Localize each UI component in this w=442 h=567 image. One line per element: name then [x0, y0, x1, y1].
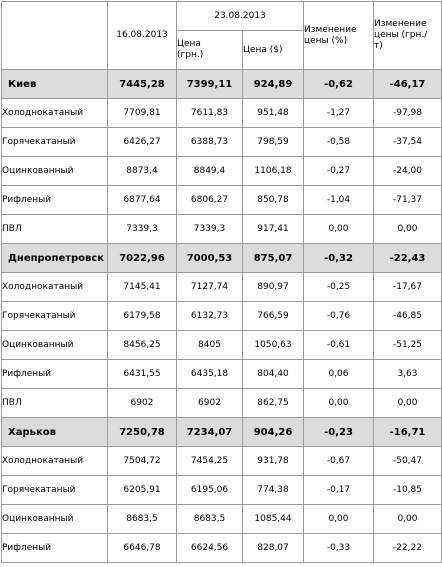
- price-uah-23-08-cell: 8405: [177, 331, 243, 360]
- header-price-uah-text: Цена (грн.): [177, 39, 204, 60]
- change-pct-cell: 0,00: [304, 215, 374, 244]
- table-row: [2, 360, 442, 389]
- price-16-08-cell: 7022,96: [108, 244, 177, 273]
- price-uah-23-08-cell: 6388,73: [177, 128, 243, 157]
- price-16-08-cell: 8873,4: [108, 157, 177, 186]
- change-uah-cell: 0,00: [374, 505, 442, 534]
- price-usd-23-08-cell: 890,97: [243, 273, 304, 302]
- price-16-08-cell: 6431,55: [108, 360, 177, 389]
- change-uah-cell: 0,00: [374, 215, 442, 244]
- price-uah-23-08-cell: 7000,53: [177, 244, 243, 273]
- product-name-cell: Холоднокатаный: [2, 447, 108, 476]
- price-16-08-cell: 8683,5: [108, 505, 177, 534]
- table-row: [2, 186, 442, 215]
- change-uah-cell: -50,47: [374, 447, 442, 476]
- header-price-uah: [177, 31, 243, 70]
- change-pct-cell: -0,58: [304, 128, 374, 157]
- price-uah-23-08-cell: 7234,07: [177, 418, 243, 447]
- price-table: [1, 1, 442, 563]
- price-uah-23-08-cell: 6806,27: [177, 186, 243, 215]
- price-usd-23-08-cell: 850,78: [243, 186, 304, 215]
- price-uah-23-08-cell: 6902: [177, 389, 243, 418]
- price-16-08-cell: 6205,91: [108, 476, 177, 505]
- table-row: [2, 128, 442, 157]
- product-name-cell: Холоднокатаный: [2, 99, 108, 128]
- table-row: [2, 302, 442, 331]
- price-usd-23-08-cell: 798,59: [243, 128, 304, 157]
- change-pct-cell: -0,76: [304, 302, 374, 331]
- price-usd-23-08-cell: 875,07: [243, 244, 304, 273]
- product-name-cell: Горячекатаный: [2, 128, 108, 157]
- header-date-2: 23.08.2013: [177, 2, 304, 31]
- product-name-cell: Рифленый: [2, 534, 108, 563]
- price-uah-23-08-cell: 7127,74: [177, 273, 243, 302]
- price-16-08-cell: 6646,78: [108, 534, 177, 563]
- header-change-uah-text: Изменение цены (грн./т): [374, 19, 428, 51]
- change-uah-cell: -97,98: [374, 99, 442, 128]
- city-row: [2, 244, 442, 273]
- header-change-pct: [304, 2, 374, 70]
- product-name-cell: ПВЛ: [2, 215, 108, 244]
- change-uah-cell: -24,00: [374, 157, 442, 186]
- price-usd-23-08-cell: 951,48: [243, 99, 304, 128]
- price-usd-23-08-cell: 862,75: [243, 389, 304, 418]
- city-name-cell: Днепропетровск: [2, 244, 108, 273]
- header-change-uah: [374, 2, 442, 70]
- change-pct-cell: -0,23: [304, 418, 374, 447]
- table-row: [2, 447, 442, 476]
- price-usd-23-08-cell: 924,89: [243, 70, 304, 99]
- price-16-08-cell: 8456,25: [108, 331, 177, 360]
- product-name-cell: Холоднокатаный: [2, 273, 108, 302]
- change-uah-cell: -71,37: [374, 186, 442, 215]
- price-16-08-cell: 7145,41: [108, 273, 177, 302]
- price-table-container: [1, 1, 442, 563]
- product-name-cell: ПВЛ: [2, 389, 108, 418]
- price-16-08-cell: 6179,58: [108, 302, 177, 331]
- product-name-cell: Оцинкованный: [2, 505, 108, 534]
- change-uah-cell: -51,25: [374, 331, 442, 360]
- change-uah-cell: 0,00: [374, 389, 442, 418]
- change-pct-cell: -0,67: [304, 447, 374, 476]
- price-usd-23-08-cell: 904,26: [243, 418, 304, 447]
- product-name-cell: Оцинкованный: [2, 157, 108, 186]
- price-uah-23-08-cell: 7454,25: [177, 447, 243, 476]
- change-pct-cell: -0,32: [304, 244, 374, 273]
- change-uah-cell: -37,54: [374, 128, 442, 157]
- change-uah-cell: -22,22: [374, 534, 442, 563]
- header-change-pct-text: Изменение цены (%): [304, 24, 357, 46]
- price-16-08-cell: 6426,27: [108, 128, 177, 157]
- header-corner-cell: [2, 2, 108, 70]
- price-16-08-cell: 7709,81: [108, 99, 177, 128]
- product-name-cell: Горячекатаный: [2, 302, 108, 331]
- price-uah-23-08-cell: 6624,56: [177, 534, 243, 563]
- price-usd-23-08-cell: 766,59: [243, 302, 304, 331]
- change-uah-cell: -16,71: [374, 418, 442, 447]
- price-uah-23-08-cell: 7339,3: [177, 215, 243, 244]
- change-pct-cell: -0,61: [304, 331, 374, 360]
- price-usd-23-08-cell: 1085,44: [243, 505, 304, 534]
- product-name-cell: Оцинкованный: [2, 331, 108, 360]
- table-row: [2, 215, 442, 244]
- price-usd-23-08-cell: 917,41: [243, 215, 304, 244]
- price-uah-23-08-cell: 8683,5: [177, 505, 243, 534]
- change-uah-cell: -46,85: [374, 302, 442, 331]
- header-row-1: [2, 2, 442, 31]
- change-pct-cell: -1,04: [304, 186, 374, 215]
- city-name-cell: Киев: [2, 70, 108, 99]
- price-16-08-cell: 7250,78: [108, 418, 177, 447]
- city-row: [2, 70, 442, 99]
- product-name-cell: Рифленый: [2, 186, 108, 215]
- price-uah-23-08-cell: 8849,4: [177, 157, 243, 186]
- change-pct-cell: -0,33: [304, 534, 374, 563]
- price-usd-23-08-cell: 1050,63: [243, 331, 304, 360]
- price-16-08-cell: 7339,3: [108, 215, 177, 244]
- header-price-usd: Цена ($): [243, 31, 304, 70]
- change-pct-cell: -0,25: [304, 273, 374, 302]
- price-16-08-cell: 6902: [108, 389, 177, 418]
- change-pct-cell: -1,27: [304, 99, 374, 128]
- table-row: [2, 505, 442, 534]
- city-row: [2, 418, 442, 447]
- change-uah-cell: -17,67: [374, 273, 442, 302]
- table-row: [2, 389, 442, 418]
- table-row: [2, 273, 442, 302]
- city-name-cell: Харьков: [2, 418, 108, 447]
- price-usd-23-08-cell: 804,40: [243, 360, 304, 389]
- table-row: [2, 331, 442, 360]
- change-uah-cell: -46,17: [374, 70, 442, 99]
- price-uah-23-08-cell: 6132,73: [177, 302, 243, 331]
- table-row: [2, 99, 442, 128]
- change-pct-cell: -0,17: [304, 476, 374, 505]
- price-usd-23-08-cell: 931,78: [243, 447, 304, 476]
- change-uah-cell: 3,63: [374, 360, 442, 389]
- product-name-cell: Рифленый: [2, 360, 108, 389]
- change-pct-cell: 0,00: [304, 505, 374, 534]
- change-uah-cell: -10,85: [374, 476, 442, 505]
- change-uah-cell: -22,43: [374, 244, 442, 273]
- price-usd-23-08-cell: 828,07: [243, 534, 304, 563]
- table-row: [2, 157, 442, 186]
- price-16-08-cell: 7504,72: [108, 447, 177, 476]
- table-row: [2, 476, 442, 505]
- change-pct-cell: 0,00: [304, 389, 374, 418]
- change-pct-cell: -0,27: [304, 157, 374, 186]
- price-uah-23-08-cell: 7611,83: [177, 99, 243, 128]
- change-pct-cell: -0,62: [304, 70, 374, 99]
- price-16-08-cell: 6877,64: [108, 186, 177, 215]
- change-pct-cell: 0,06: [304, 360, 374, 389]
- header-date-1: 16.08.2013: [108, 2, 177, 70]
- price-usd-23-08-cell: 1106,18: [243, 157, 304, 186]
- price-uah-23-08-cell: 6195,06: [177, 476, 243, 505]
- table-row: [2, 534, 442, 563]
- price-16-08-cell: 7445,28: [108, 70, 177, 99]
- price-uah-23-08-cell: 6435,18: [177, 360, 243, 389]
- price-uah-23-08-cell: 7399,11: [177, 70, 243, 99]
- product-name-cell: Горячекатаный: [2, 476, 108, 505]
- price-usd-23-08-cell: 774,38: [243, 476, 304, 505]
